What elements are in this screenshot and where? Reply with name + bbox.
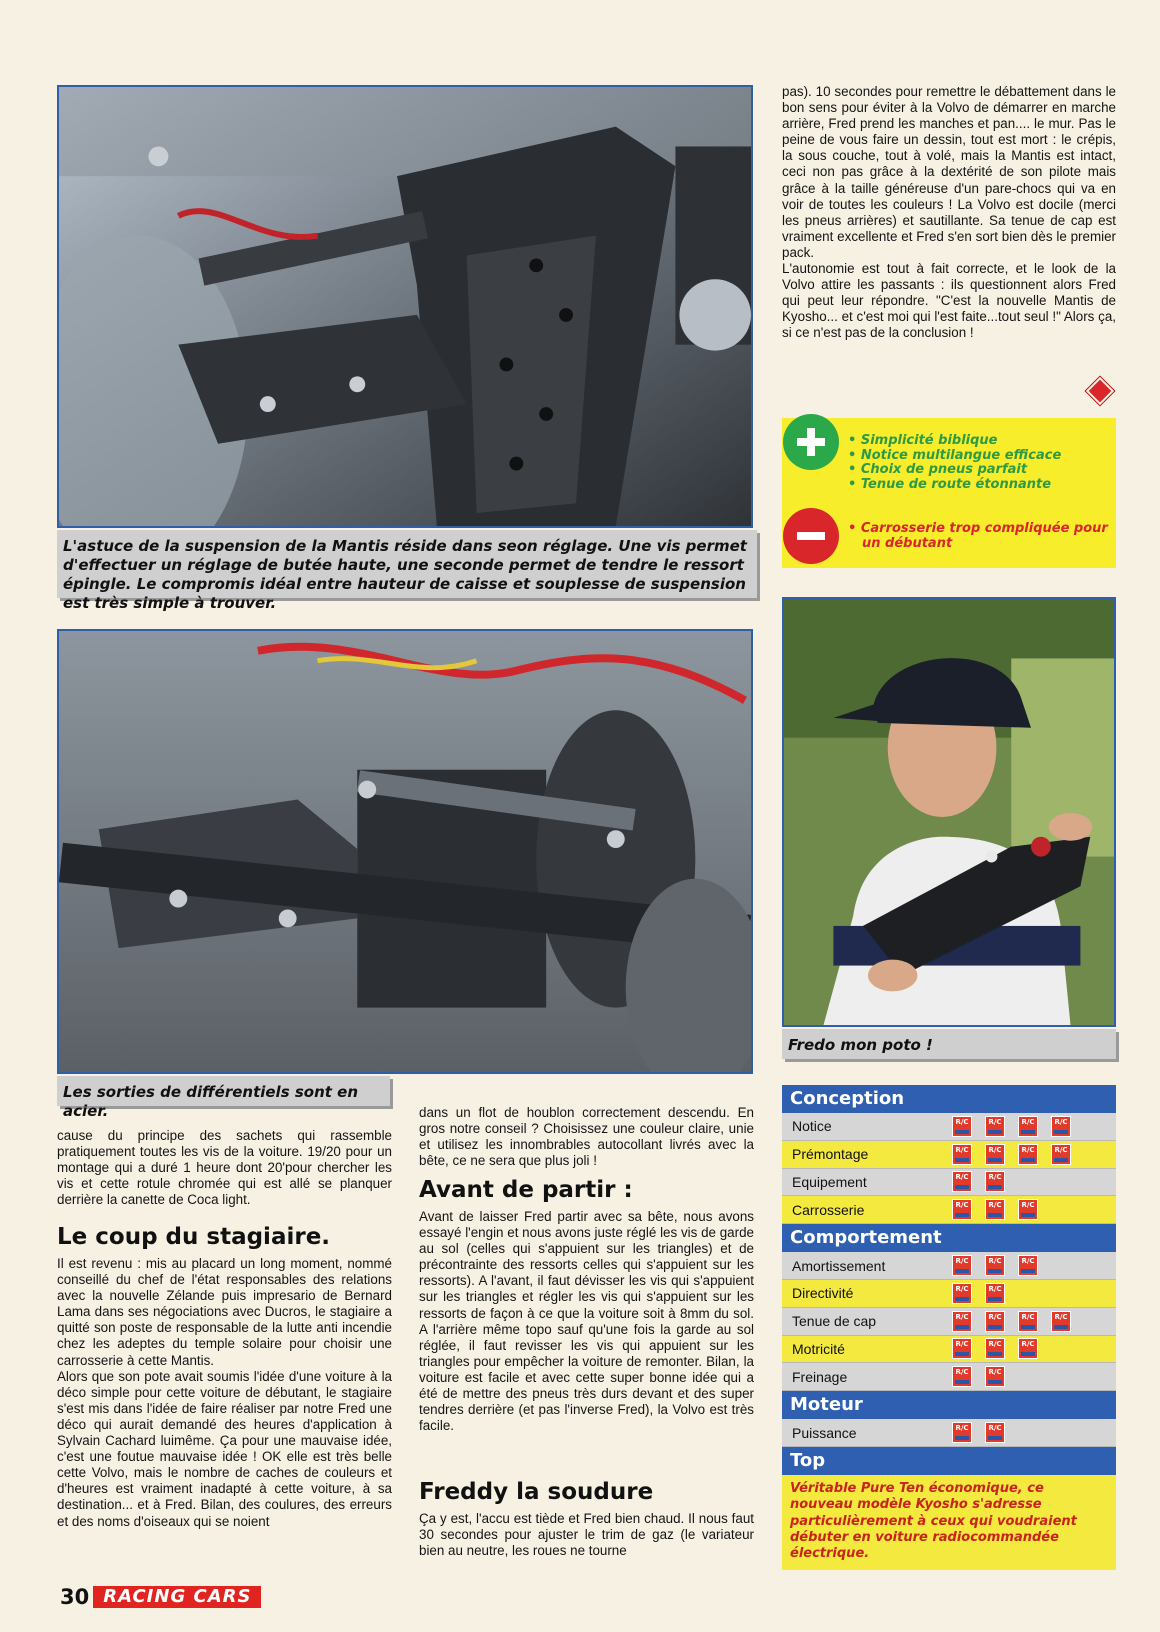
rating-label: Directivité [792, 1285, 854, 1302]
rc-racing-logo-icon [1051, 1144, 1071, 1165]
heading-avant-de-partir: Avant de partir : [419, 1177, 633, 1203]
heading-freddy-la-soudure: Freddy la soudure [419, 1479, 654, 1505]
rating-row [782, 1113, 1116, 1141]
rc-racing-logo-icon [1051, 1116, 1071, 1137]
fredo-portrait-photo [782, 597, 1116, 1027]
section-header-conception: Conception [782, 1085, 1116, 1113]
rc-racing-logo-icon [985, 1422, 1005, 1443]
rc-racing-logo-icon [985, 1366, 1005, 1387]
rating-label: Tenue de cap [792, 1313, 877, 1330]
rc-racing-logo-icon [952, 1144, 972, 1165]
pros-list [848, 434, 1098, 492]
portrait-photo-caption: Fredo mon poto ! [782, 1029, 1116, 1059]
pro-item: • Notice multilangue efficace [848, 449, 1098, 464]
rc-racing-logo-icon [1018, 1144, 1038, 1165]
rc-racing-logo-icon [952, 1338, 972, 1359]
rating-score [952, 1171, 1005, 1192]
rating-score [952, 1199, 1038, 1220]
rating-label: Puissance [792, 1424, 857, 1441]
rating-label: Amortissement [792, 1257, 886, 1274]
rating-label: Equipement [792, 1173, 867, 1190]
rating-score [952, 1422, 1005, 1443]
middle-photo-caption: Les sorties de différentiels sont en acier. [57, 1076, 390, 1106]
minus-icon [783, 508, 839, 564]
rating-label: Freinage [792, 1368, 848, 1385]
page-footer [60, 1585, 261, 1609]
cons-list [848, 522, 1108, 551]
rc-racing-logo-icon [985, 1311, 1005, 1332]
rating-score [952, 1255, 1038, 1276]
rating-label: Carrosserie [792, 1201, 865, 1218]
rating-row [782, 1419, 1116, 1447]
rc-racing-logo-icon [985, 1338, 1005, 1359]
rc-racing-logo-icon [985, 1171, 1005, 1192]
rc-racing-logo-icon [1018, 1311, 1038, 1332]
magazine-logo: RACING CARS [93, 1586, 261, 1608]
chassis-suspension-photo [57, 85, 753, 528]
section-header-moteur: Moteur [782, 1391, 1116, 1419]
rating-label: Motricité [792, 1340, 845, 1357]
rc-racing-logo-icon [985, 1283, 1005, 1304]
rc-racing-logo-icon [1051, 1311, 1071, 1332]
top-photo-caption: L'astuce de la suspension de la Mantis réside dans seon réglage. Une vis permet d'effectuer un réglage de butée haute, une seconde permet de tendre le ressort épingle. Le compromis idéal entre hauteur de caisse et souplesse de suspension est très simple à trouver. [57, 530, 757, 598]
rc-racing-logo-icon [985, 1116, 1005, 1137]
rc-racing-logo-icon [952, 1199, 972, 1220]
rc-racing-logo-icon [1018, 1199, 1038, 1220]
article-end-mark [1086, 377, 1114, 405]
middle-column-body1: Avant de laisser Fred partir avec sa bête, nous avons essayé l'engin et nous avons juste réglé les vis de garde au sol (celles qui s'appuient sur les triangles) et de précontrainte des ressorts celles qui s'appuient sur les ressorts). A l'avant, il faut dévisser les vis qui s'appuient sur les triangles et régler les vis qui s'appuient sur les ressorts de façon à ce que la voiture soit à 8mm du sol. A l'arrière même topo sauf qu'une fois la garde au sol réglée, il faut revisser les vis qui appuient sur les triangles pour empêcher la voiture de remonter. Bilan, la voiture est facile et avec cette super bonne idée qui a été de mettre des pneus très durs devant et des super tendres derrière (et pas l'inverse Fred), la Volvo est très facile. [419, 1209, 754, 1434]
pro-item: • Simplicité biblique [848, 434, 1098, 449]
rating-score [952, 1366, 1005, 1387]
rc-racing-logo-icon [1018, 1116, 1038, 1137]
rating-row [782, 1363, 1116, 1391]
pro-item: • Choix de pneus parfait [848, 463, 1098, 478]
section-header-top: Top [782, 1447, 1116, 1475]
rc-racing-logo-icon [1018, 1338, 1038, 1359]
middle-column-intro: dans un flot de houblon correctement descendu. En gros notre conseil ? Choisissez une couleur claire, unie et utilisez les innombrables autocollant livrés avec la bête, ce ne sera que plus joli ! [419, 1105, 754, 1169]
top-verdict-text: Véritable Pure Ten économique, ce nouveau modèle Kyosho s'adresse particulièrement à ceux qui voudraient débuter en voiture radiocommandée électrique. [782, 1475, 1116, 1570]
rating-label: Prémontage [792, 1146, 869, 1163]
con-item: • Carrosserie trop compliquée pour un débutant [848, 522, 1108, 551]
heading-stagiaire: Le coup du stagiaire. [57, 1224, 331, 1250]
rc-racing-logo-icon [985, 1199, 1005, 1220]
rc-racing-logo-icon [952, 1116, 972, 1137]
rating-row [782, 1196, 1116, 1224]
rating-row [782, 1252, 1116, 1280]
rc-racing-logo-icon [985, 1144, 1005, 1165]
plus-icon [783, 414, 839, 470]
rc-racing-logo-icon [952, 1422, 972, 1443]
section-header-comportement: Comportement [782, 1224, 1116, 1252]
rating-row [782, 1280, 1116, 1308]
pro-item: • Tenue de route étonnante [848, 478, 1098, 493]
rating-score [952, 1338, 1038, 1359]
rating-score [952, 1144, 1071, 1165]
rc-racing-logo-icon [952, 1311, 972, 1332]
right-column-text: pas). 10 secondes pour remettre le débattement dans le bon sens pour éviter à la Volvo de démarrer en marche arrière, Fred prend les manches et pan.... le mur. Pas le peine de vous faire un dessin, tout est mort : le crépis, la sous couche, tout à volé, mais la Mantis est intact, ceci non pas grâce à la dextérité de son pilote mais grâce à la taille généreuse d'un pare-chocs qui va en voir de toutes les couleurs ! La Volvo est docile (merci les pneus arrières) et sautillante. Sa tenue de cap est vraiment excellente et Fred s'en sort bien dès le premier pack. L'autonomie est tout à fait correcte, et le look de la Volvo attire les passants : ils questionnent alors Fred qui peut leur répondre. "C'est la nouvelle Mantis de Kyosho... et c'est moi qui l'est faite...tout seul !" Alors ça, si ce n'est pas de la conclusion ! [782, 84, 1116, 341]
rc-racing-logo-icon [952, 1171, 972, 1192]
rating-score [952, 1116, 1071, 1137]
differential-outputs-photo [57, 629, 753, 1074]
left-column-intro: cause du principe des sachets qui rassemble pratiquement toutes les vis de la voiture. 19/20 pour un montage qui a duré 1 heure dont 20'pour chercher les vis et cette rotule chromée qui est allé se planquer derrière la canette de Coca light. [57, 1128, 392, 1208]
rating-score [952, 1283, 1005, 1304]
left-column-body: Il est revenu : mis au placard un long moment, nommé conseillé du chef de l'état responsables des relations avec la nouvelle Zélande puis impresario de Bernard Lama dans ses négociations avec Ducros, le stagiaire a quitté son poste de responsable de la lutte anti incendie chez les adeptes du temple solaire pour choisir une carrosserie à cette Mantis. Alors que son pote avait soumis l'idée d'une voiture à la déco simple pour cette voiture de débutant, le stagiaire s'est mis dans l'idée de faire réaliser par notre Fred une déco qui aurait demandé des heures d'application à Sylvain Cachard luimême. Ça pour une mauvaise idée, c'est une foutue mauvaise idée ! OK elle est très belle cette Volvo, mais le nombre de caches de couleurs et d'heures est vraiment inadapté à cette voiture, à sa destination... et à Fred. Bilan, des coulures, des erreurs et des noms d'oiseaux qui se noient [57, 1256, 392, 1529]
rc-racing-logo-icon [952, 1255, 972, 1276]
rc-racing-logo-icon [1018, 1255, 1038, 1276]
rating-score [952, 1311, 1071, 1332]
ratings-table [782, 1085, 1116, 1570]
rating-row [782, 1308, 1116, 1336]
rc-racing-logo-icon [952, 1366, 972, 1387]
rating-row [782, 1141, 1116, 1169]
rc-racing-logo-icon [952, 1283, 972, 1304]
rc-racing-logo-icon [985, 1255, 1005, 1276]
rating-row [782, 1169, 1116, 1197]
page-number: 30 [60, 1585, 90, 1609]
rating-label: Notice [792, 1118, 832, 1135]
rating-row [782, 1336, 1116, 1364]
middle-column-body2: Ça y est, l'accu est tiède et Fred bien chaud. Il nous faut 30 secondes pour ajuster le trim de gaz (le variateur bien au neutre, les roues ne tourne [419, 1511, 754, 1559]
